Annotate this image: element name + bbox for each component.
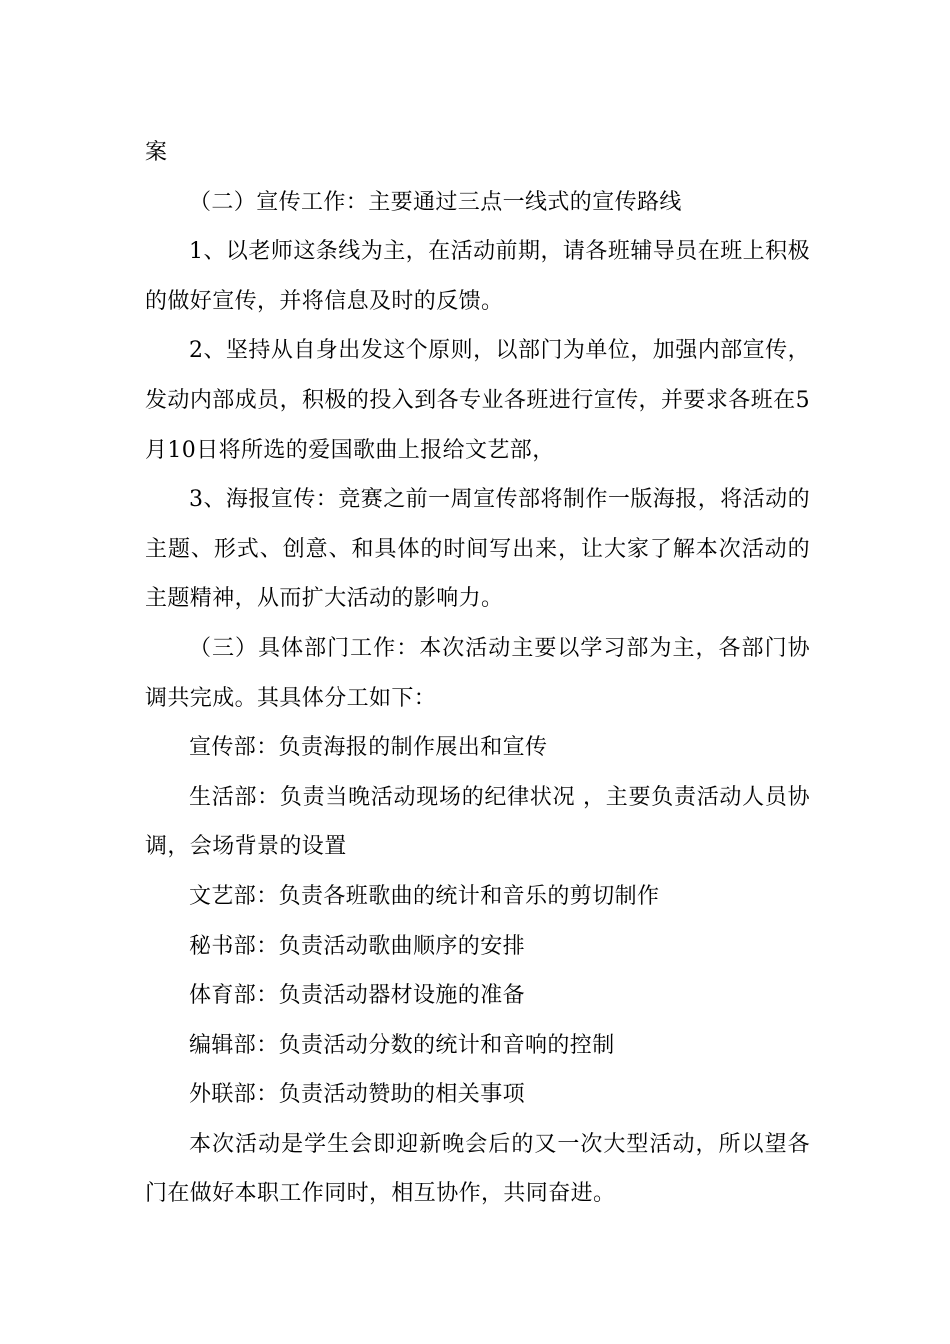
document-body	[145, 128, 810, 1219]
paragraph-dept-publicity: 宣传部：负责海报的制作展出和宣传	[189, 735, 548, 761]
paragraph-dept-external: 外联部：负责活动赞助的相关事项	[189, 1082, 526, 1108]
paragraph-closing: 本次活动是学生会即迎新晚会后的又一次大型活动，所以望各门在做好本职工作同时，相互协作，共同奋进。	[145, 1131, 810, 1207]
section-heading-departments: （三）具体部门工作：本次活动主要以学习部为主，各部门协调共完成。其具体分工如下：	[145, 635, 810, 711]
paragraph-continuation: 案	[145, 140, 168, 165]
paragraph-publicity-item-3: 3、海报宣传：竞赛之前一周宣传部将制作一版海报，将活动的主题、形式、创意、和具体的时间写出来，让大家了解本次活动的主题精神，从而扩大活动的影响力。	[145, 487, 810, 612]
paragraph-publicity-item-2: 2、坚持从自身出发这个原则，以部门为单位，加强内部宣传，发动内部成员，积极的投入到各专业各班进行宣传，并要求各班在5月10日将所选的爱国歌曲上报给文艺部，	[145, 338, 810, 463]
paragraph-dept-secretary: 秘书部：负责活动歌曲顺序的安排	[189, 933, 526, 959]
paragraph-dept-sports: 体育部：负责活动器材设施的准备	[189, 983, 526, 1009]
paragraph-dept-life: 生活部：负责当晚活动现场的纪律状况 ，主要负责活动人员协调，会场背景的设置	[145, 784, 810, 860]
section-heading-publicity: （二）宣传工作：主要通过三点一线式的宣传路线	[189, 189, 682, 215]
paragraph-publicity-item-1: 1、以老师这条线为主，在活动前期，请各班辅导员在班上积极的做好宣传，并将信息及时的反馈。	[145, 239, 810, 314]
paragraph-dept-arts: 文艺部：负责各班歌曲的统计和音乐的剪切制作	[189, 883, 660, 909]
paragraph-dept-editorial: 编辑部：负责活动分数的统计和音响的控制	[189, 1032, 615, 1058]
